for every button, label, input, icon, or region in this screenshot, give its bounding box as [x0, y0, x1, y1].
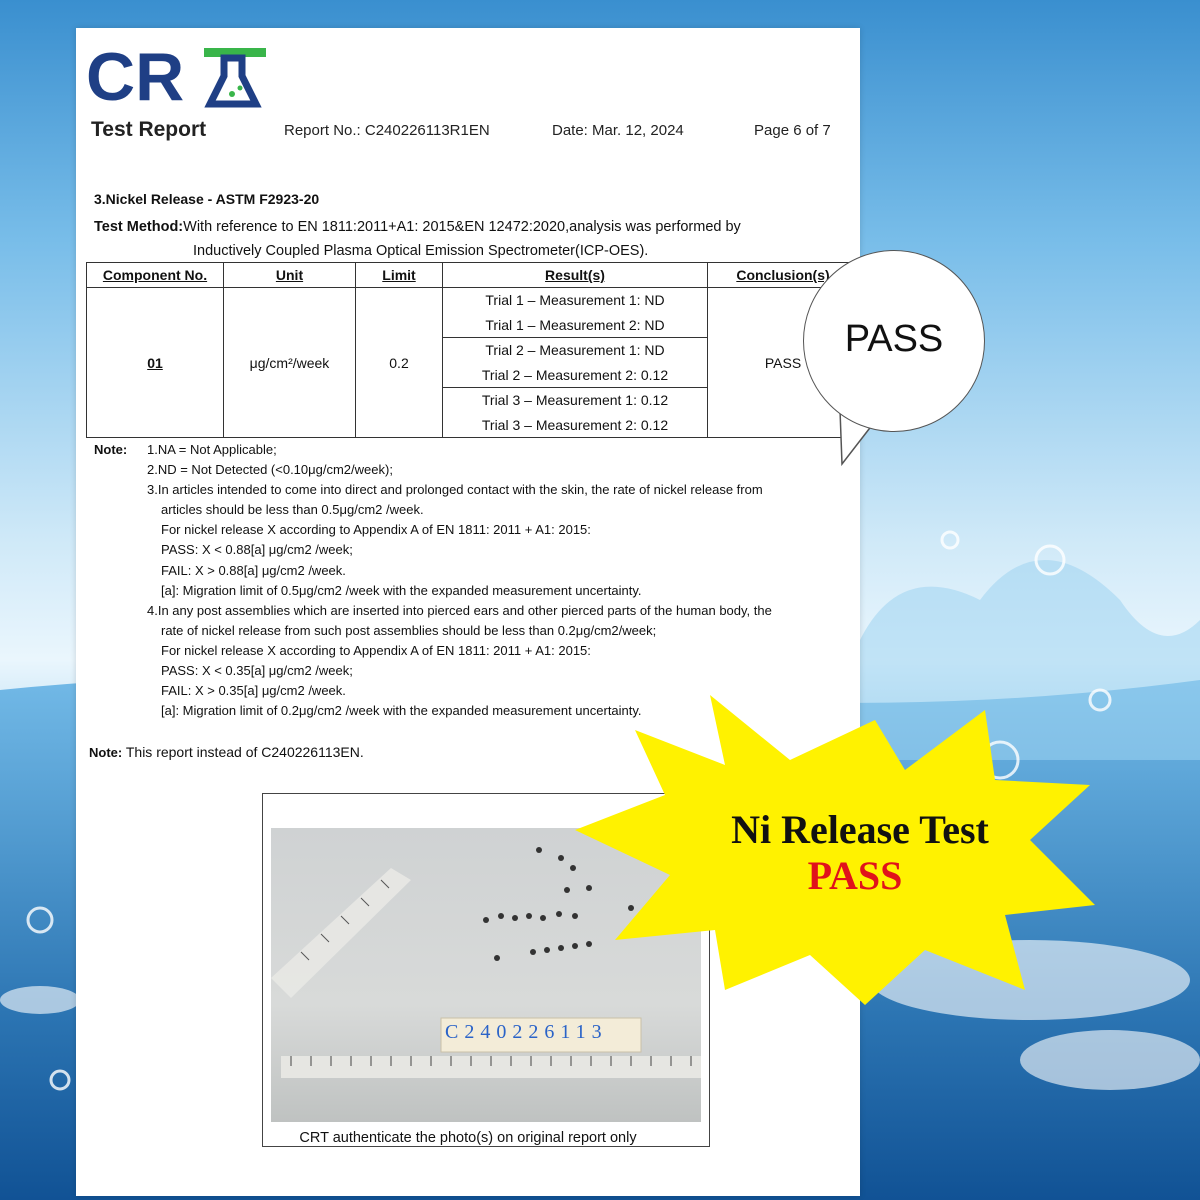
- note-line: PASS: X < 0.88[a] μg/cm2 /week;: [161, 542, 353, 558]
- notes-block: [94, 440, 834, 721]
- conclusion-cell: PASS: [708, 288, 859, 438]
- results-table: [86, 262, 859, 438]
- table-row: [87, 288, 859, 313]
- note-line: For nickel release X according to Appendix A of EN 1811: 2011 + A1: 2015:: [161, 642, 591, 658]
- component-cell: 01: [87, 288, 224, 438]
- note-line: For nickel release X according to Appendix A of EN 1811: 2011 + A1: 2015:: [161, 522, 591, 538]
- header-results: Result(s): [443, 263, 708, 288]
- header-limit: Limit: [356, 263, 443, 288]
- page-number: Page 6 of 7: [754, 122, 831, 139]
- notes-label: Note:: [94, 442, 128, 457]
- header-component: Component No.: [87, 263, 224, 288]
- photo-caption: CRT authenticate the photo(s) on original report only: [299, 1130, 637, 1146]
- limit-cell: 0.2: [356, 288, 443, 438]
- header-conclusion: Conclusion(s): [708, 263, 859, 288]
- report-page: [76, 28, 860, 1196]
- replacement-note-label: Note:: [89, 745, 123, 760]
- result-cell: Trial 3 – Measurement 1: 0.12: [443, 388, 708, 413]
- report-title: Test Report: [91, 118, 207, 141]
- note-line: FAIL: X > 0.35[a] μg/cm2 /week.: [161, 683, 346, 699]
- stamp-text: C240226113: [445, 1021, 608, 1043]
- svg-text:CR: CR: [86, 42, 185, 112]
- note-line: rate of nickel release from such post assemblies should be less than 0.2μg/cm2/week;: [161, 622, 657, 638]
- unit-cell: μg/cm²/week: [224, 288, 356, 438]
- result-cell: Trial 1 – Measurement 1: ND: [443, 288, 708, 313]
- test-method: [94, 215, 824, 263]
- test-method-line2: Inductively Coupled Plasma Optical Emission Spectrometer(ICP-OES).: [193, 243, 649, 259]
- note-line: [a]: Migration limit of 0.5μg/cm2 /week with the expanded measurement uncertainty.: [161, 582, 642, 598]
- note-line: PASS: X < 0.35[a] μg/cm2 /week;: [161, 663, 353, 679]
- note-line: 1.NA = Not Applicable;: [147, 442, 277, 457]
- header-unit: Unit: [224, 263, 356, 288]
- replacement-note: [89, 744, 364, 760]
- burst-title: Ni Release Test: [731, 807, 989, 852]
- replacement-note-text: This report instead of C240226113EN.: [122, 744, 364, 760]
- note-line: FAIL: X > 0.88[a] μg/cm2 /week.: [161, 562, 346, 578]
- report-number: Report No.: C240226113R1EN: [284, 122, 490, 139]
- test-method-line1: With reference to EN 1811:2011+A1: 2015&EN 12472:2020,analysis was performed by: [183, 219, 741, 235]
- pass-bubble-text: PASS: [844, 318, 944, 360]
- note-line: 2.ND = Not Detected (<0.10μg/cm2/week);: [147, 462, 393, 478]
- burst-pass: PASS: [807, 853, 903, 898]
- report-date: Date: Mar. 12, 2024: [552, 122, 684, 139]
- note-line: 3.In articles intended to come into direct and prolonged contact with the skin, the rate of nickel release from: [147, 482, 763, 498]
- result-cell: Trial 2 – Measurement 1: ND: [443, 338, 708, 363]
- result-cell: Trial 2 – Measurement 2: 0.12: [443, 363, 708, 388]
- note-line: 4.In any post assemblies which are inserted into pierced ears and other pierced parts of the human body, the: [147, 602, 772, 618]
- crt-logo: [86, 42, 266, 112]
- test-method-label: Test Method:: [94, 219, 184, 235]
- note-line: articles should be less than 0.5μg/cm2 /week.: [161, 502, 424, 518]
- result-cell: Trial 3 – Measurement 2: 0.12: [443, 413, 708, 438]
- note-line: [a]: Migration limit of 0.2μg/cm2 /week with the expanded measurement uncertainty.: [161, 703, 642, 719]
- table-header-row: [87, 263, 859, 288]
- result-cell: Trial 1 – Measurement 2: ND: [443, 313, 708, 338]
- section-title: 3.Nickel Release - ASTM F2923-20: [94, 191, 320, 207]
